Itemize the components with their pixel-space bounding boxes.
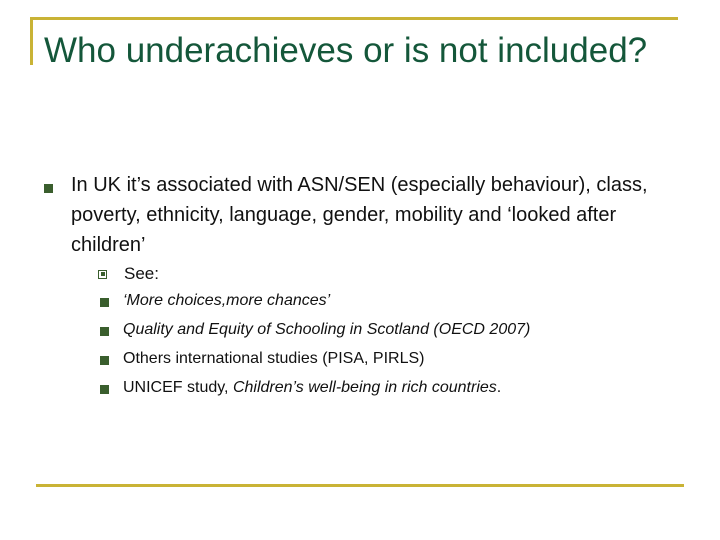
hollow-square-bullet-icon bbox=[98, 270, 107, 279]
square-bullet-icon bbox=[44, 184, 53, 193]
square-bullet-icon bbox=[100, 298, 109, 307]
reference-text: Others international studies (PISA, PIRLS) bbox=[123, 350, 425, 367]
reference-tail: . bbox=[496, 379, 502, 396]
reference-title: Children’s well-being in rich countries bbox=[232, 379, 497, 396]
reference-item bbox=[123, 315, 530, 344]
left-rule bbox=[30, 17, 33, 65]
reference-item bbox=[123, 286, 330, 315]
bottom-rule bbox=[36, 484, 684, 487]
reference-title: ‘More choices,more chances’ bbox=[123, 292, 331, 309]
reference-item bbox=[123, 373, 501, 402]
see-label: See: bbox=[124, 264, 159, 283]
top-rule bbox=[30, 17, 678, 20]
square-bullet-icon bbox=[100, 385, 109, 394]
bullet-text: In UK it’s associated with ASN/SEN (especially behaviour), class, poverty, ethnicity, language, gender, mobility and ‘looked after children’ bbox=[71, 174, 648, 256]
reference-text: UNICEF study, bbox=[123, 379, 233, 396]
slide-title: Who underachieves or is not included? bbox=[44, 31, 648, 70]
square-bullet-icon bbox=[100, 356, 109, 365]
square-bullet-icon bbox=[100, 327, 109, 336]
reference-title: Quality and Equity of Schooling in Scotland (OECD 2007) bbox=[123, 321, 531, 338]
reference-item bbox=[123, 344, 424, 373]
